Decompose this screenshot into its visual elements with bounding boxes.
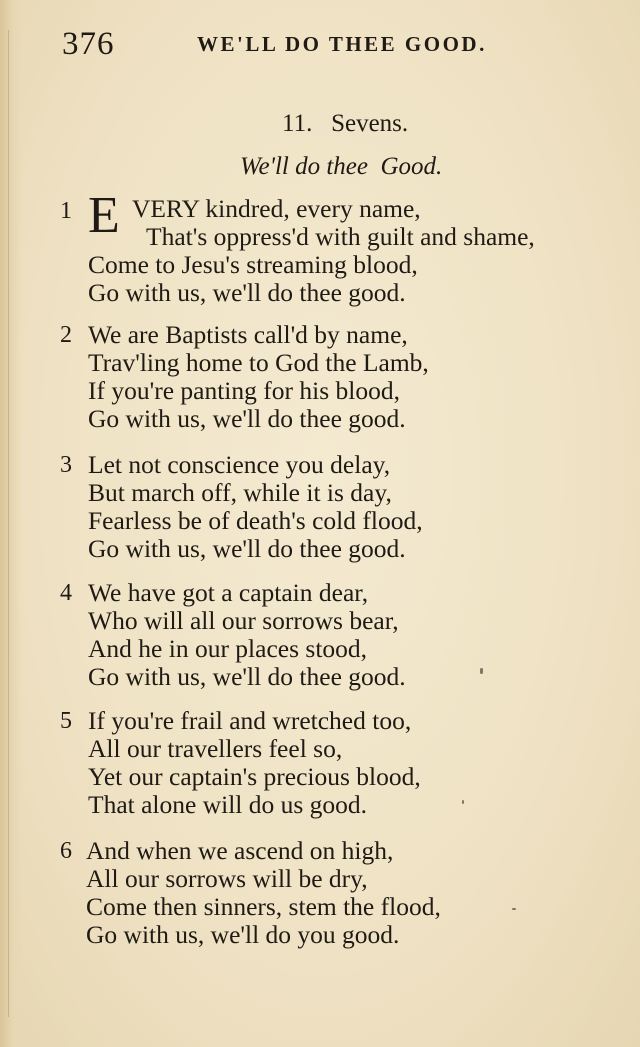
verse-line: If you're frail and wretched too, xyxy=(88,706,412,735)
verse-line: Go with us, we'll do you good. xyxy=(86,920,400,949)
verse-line: Come to Jesu's streaming blood, xyxy=(88,250,418,279)
hymn-title: We'll do thee Good. xyxy=(240,153,443,180)
running-title: WE'LL DO THEE GOOD. xyxy=(197,32,487,56)
hymn-number-meter: 11. Sevens. xyxy=(282,110,409,137)
verse-line: Fearless be of death's cold flood, xyxy=(88,506,423,535)
ink-speck xyxy=(512,908,516,910)
verse-line: Go with us, we'll do thee good. xyxy=(88,404,406,433)
verse-line: Trav'ling home to God the Lamb, xyxy=(88,348,429,377)
verse-line: Who will all our sorrows bear, xyxy=(88,606,399,635)
verse-line: Go with us, we'll do thee good. xyxy=(88,534,406,563)
page-spine-shadow xyxy=(0,0,22,1047)
verse-number: 2 xyxy=(60,322,72,348)
spine-line xyxy=(8,30,9,1017)
verse-number: 6 xyxy=(60,838,72,864)
verse-line: We have got a captain dear, xyxy=(88,578,369,607)
verse-line: All our sorrows will be dry, xyxy=(86,864,368,893)
verse-line: And when we ascend on high, xyxy=(86,836,394,865)
verse-line: VERY kindred, every name, xyxy=(132,194,421,223)
verse-line: Yet our captain's precious blood, xyxy=(88,762,421,791)
verse-number: 5 xyxy=(60,708,72,734)
verse-number: 4 xyxy=(60,580,72,606)
verse-line: Go with us, we'll do thee good. xyxy=(88,662,406,691)
verse-line: All our travellers feel so, xyxy=(88,734,343,763)
verse-line: Come then sinners, stem the flood, xyxy=(86,892,441,921)
ink-speck xyxy=(480,668,483,674)
verse-line: And he in our places stood, xyxy=(88,634,368,663)
page-number: 376 xyxy=(62,26,115,62)
verse-line: But march off, while it is day, xyxy=(88,478,392,507)
ink-speck xyxy=(462,800,464,804)
drop-cap: E xyxy=(88,187,120,244)
verse-line: If you're panting for his blood, xyxy=(88,376,400,405)
verse-number: 1 xyxy=(60,198,72,224)
verse-line: Let not conscience you delay, xyxy=(88,450,391,479)
verse-line: That's oppress'd with guilt and shame, xyxy=(146,222,535,251)
verse-line: That alone will do us good. xyxy=(88,790,368,819)
verse-line: We are Baptists call'd by name, xyxy=(88,320,408,349)
verse-line: Go with us, we'll do thee good. xyxy=(88,278,406,307)
verse-number: 3 xyxy=(60,452,72,478)
page-header xyxy=(62,26,582,66)
